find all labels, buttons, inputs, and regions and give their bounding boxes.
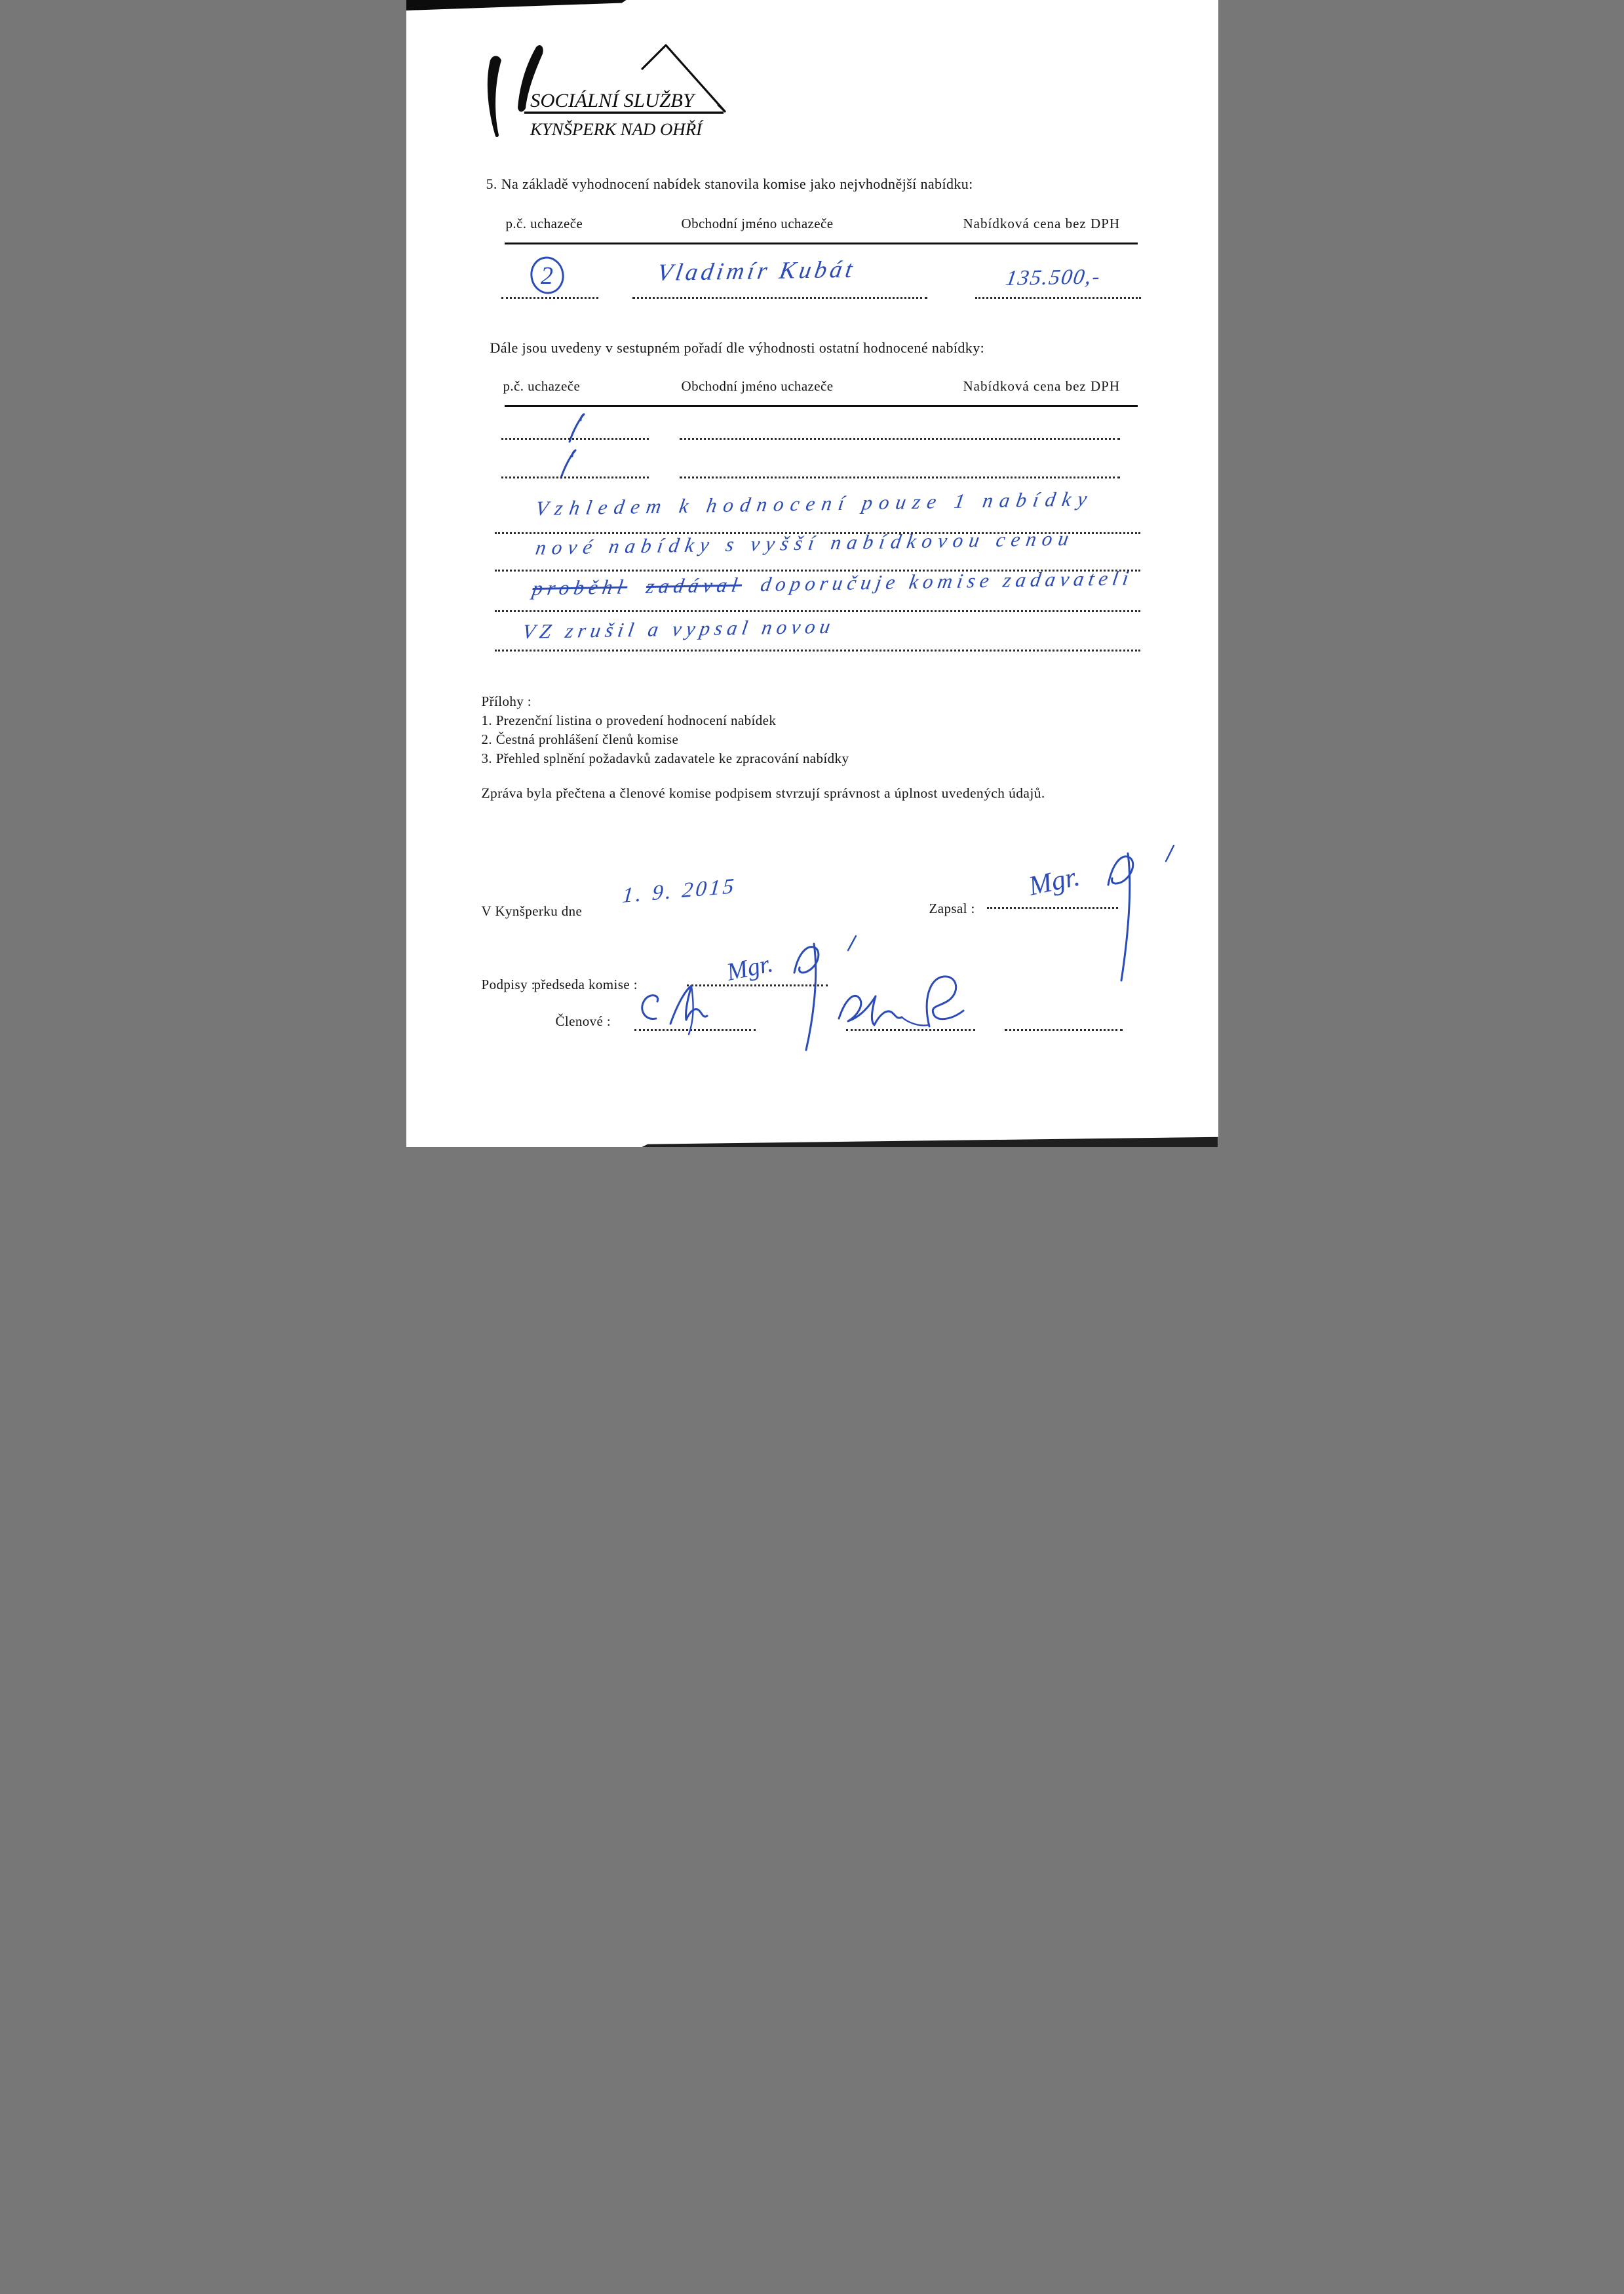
table1-col-number: p.č. uchazeče (505, 216, 583, 231)
podpisy-label: Podpisy : (481, 977, 535, 992)
table1-rule (505, 243, 1138, 244)
signature-scrawl-icon (839, 996, 876, 1021)
scanned-document-page (406, 0, 1218, 1147)
logo-title: SOCIÁLNÍ SLUŽBY (530, 90, 696, 111)
row2-slash-mark (557, 448, 579, 480)
note-line2-handwriting: nové nabídky s vyšší nabídkovou cenou (533, 526, 1076, 559)
scan-artifact-bottom-edge (642, 1136, 1218, 1147)
organization-logo (480, 41, 731, 143)
signature-scrawl-icon (642, 996, 657, 1019)
table2-col-name: Obchodní jméno uchazeče (681, 378, 834, 394)
section5-heading: 5. Na základě vyhodnocení nabídek stanovila komise jako nejvhodnější nabídku: (486, 176, 973, 192)
signature-descender-icon (1121, 853, 1130, 981)
attachment-item-1: 1. Prezenční listina o provedení hodnocení nabídek (481, 712, 777, 728)
date-handwriting: 1. 9. 2015 (621, 874, 737, 908)
attachments-title: Přílohy : (481, 693, 532, 709)
clenove-label: Členové : (555, 1013, 611, 1029)
signature-scrawl-icon (872, 996, 902, 1025)
table2-row1-dotted-number (501, 438, 649, 440)
logo-brush-stroke-left-icon (487, 56, 501, 137)
predseda-label: předseda komise : (533, 977, 638, 992)
signature-descender-icon (806, 944, 816, 1050)
table1-dotted-number (501, 297, 598, 299)
attachment-item-3: 3. Přehled splnění požadavků zadavatele ke zpracování nabídky (481, 750, 849, 766)
note-dotted-4 (495, 650, 1140, 651)
zapsal-label: Zapsal : (929, 901, 975, 916)
signature-initials: Mgr. (1026, 861, 1083, 902)
signature-connector-icon (902, 1017, 928, 1026)
signature-initials: Mgr. (724, 950, 775, 986)
note-line1-handwriting: Vzhledem k hodnocení pouze 1 nabídky (533, 487, 1095, 520)
member-signature-2 (831, 971, 985, 1040)
member-signature-1 (632, 982, 741, 1036)
signature-loop-icon (927, 977, 963, 1026)
table1-dotted-name (632, 297, 927, 299)
winner-number-circled (528, 255, 566, 296)
table2-row1-dotted-name (680, 438, 1120, 440)
table1-dotted-price (975, 297, 1141, 299)
table2-rule (505, 405, 1138, 407)
note-line3-struck-word-1: proběhl (530, 575, 629, 600)
place-date-label: V Kynšperku dne (481, 903, 583, 919)
winner-name-handwriting: Vladimír Kubát (655, 256, 858, 286)
note-line3-rest: doporučuje komise zadavateli (758, 566, 1135, 596)
table1-col-price: Nabídková cena bez DPH (963, 216, 1121, 231)
table1-col-name: Obchodní jméno uchazeče (681, 216, 834, 231)
clenove-dotted-line-3 (1005, 1029, 1123, 1031)
logo-subtitle: KYNŠPERK NAD OHŘÍ (529, 120, 703, 139)
winner-number: 2 (540, 262, 553, 290)
note-dotted-3 (495, 610, 1140, 612)
zapsal-signature (1026, 844, 1180, 985)
note-line3-struck-word-2: zadával (644, 573, 744, 598)
note-line4-handwriting: VZ zrušil a vypsal novou (520, 614, 836, 643)
signature-scrawl-icon (670, 986, 707, 1024)
closing-statement: Zpráva byla přečtena a členové komise podpisem stvrzují správnost a úplnost uvedených údajů. (481, 785, 1045, 801)
winner-price-handwriting: 135.500,- (1003, 265, 1103, 290)
scan-artifact-top-edge (406, 0, 627, 10)
table2-row2-dotted-name (680, 476, 1120, 478)
slash-stroke-icon (561, 450, 575, 478)
note-line3-handwriting (531, 568, 1134, 599)
attachment-item-2: 2. Čestná prohlášení členů komise (481, 731, 679, 747)
signature-apostrophe-icon (1166, 846, 1174, 861)
table2-row2-dotted-number (501, 476, 649, 478)
table2-col-number: p.č. uchazeče (503, 378, 581, 394)
signature-apostrophe-icon (848, 936, 856, 950)
table2-col-price: Nabídková cena bez DPH (963, 378, 1121, 394)
other-bids-intro: Dále jsou uvedeny v sestupném pořadí dle výhodnosti ostatní hodnocené nabídky: (490, 340, 985, 356)
